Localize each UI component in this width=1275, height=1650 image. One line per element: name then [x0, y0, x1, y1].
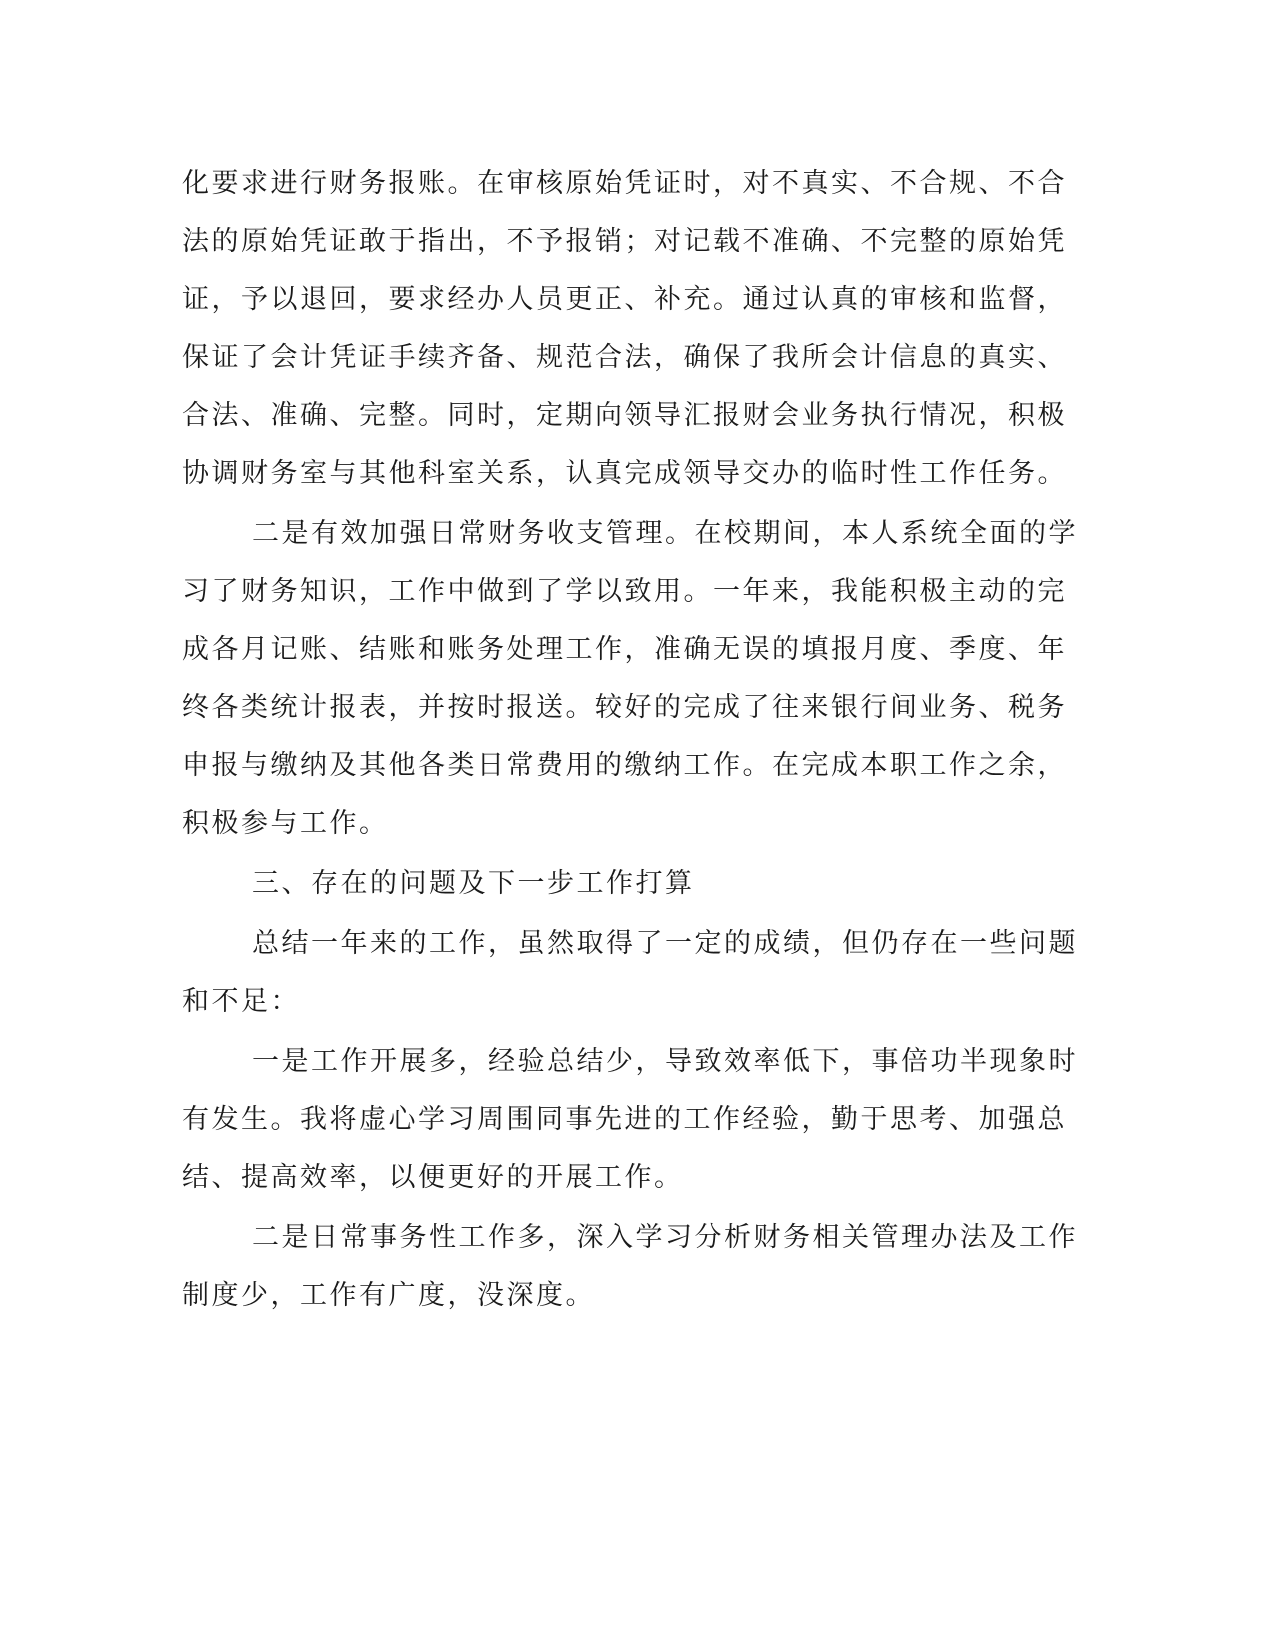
paragraph-line: 总结一年来的工作，虽然取得了一定的成绩，但仍存在一些问题 — [252, 928, 1078, 959]
paragraph-line: 成各月记账、结账和账务处理工作，准确无误的填报月度、季度、年 — [182, 634, 1067, 665]
paragraph-line: 一是工作开展多，经验总结少，导致效率低下，事倍功半现象时 — [252, 1046, 1078, 1077]
paragraph-line: 申报与缴纳及其他各类日常费用的缴纳工作。在完成本职工作之余， — [182, 750, 1067, 781]
paragraph-line: 协调财务室与其他科室关系，认真完成领导交办的临时性工作任务。 — [182, 458, 1067, 489]
paragraph-line: 结、提高效率，以便更好的开展工作。 — [182, 1162, 684, 1193]
paragraph-line: 习了财务知识，工作中做到了学以致用。一年来，我能积极主动的完 — [182, 576, 1067, 607]
paragraph-line: 二是日常事务性工作多，深入学习分析财务相关管理办法及工作 — [252, 1222, 1078, 1253]
paragraph-line: 和不足： — [182, 986, 300, 1017]
paragraph-line: 积极参与工作。 — [182, 808, 389, 839]
paragraph-line: 二是有效加强日常财务收支管理。在校期间，本人系统全面的学 — [252, 518, 1078, 549]
paragraph-line: 有发生。我将虚心学习周围同事先进的工作经验，勤于思考、加强总 — [182, 1104, 1067, 1135]
paragraph-line: 化要求进行财务报账。在审核原始凭证时，对不真实、不合规、不合 — [182, 168, 1067, 199]
paragraph-line: 证，予以退回，要求经办人员更正、补充。通过认真的审核和监督， — [182, 284, 1067, 315]
paragraph-line: 合法、准确、完整。同时，定期向领导汇报财会业务执行情况，积极 — [182, 400, 1067, 431]
section-heading: 三、存在的问题及下一步工作打算 — [252, 868, 695, 899]
paragraph-line: 终各类统计报表，并按时报送。较好的完成了往来银行间业务、税务 — [182, 692, 1067, 723]
paragraph-line: 制度少，工作有广度，没深度。 — [182, 1280, 595, 1311]
paragraph-line: 保证了会计凭证手续齐备、规范合法，确保了我所会计信息的真实、 — [182, 342, 1067, 373]
paragraph-line: 法的原始凭证敢于指出，不予报销；对记载不准确、不完整的原始凭 — [182, 226, 1067, 257]
